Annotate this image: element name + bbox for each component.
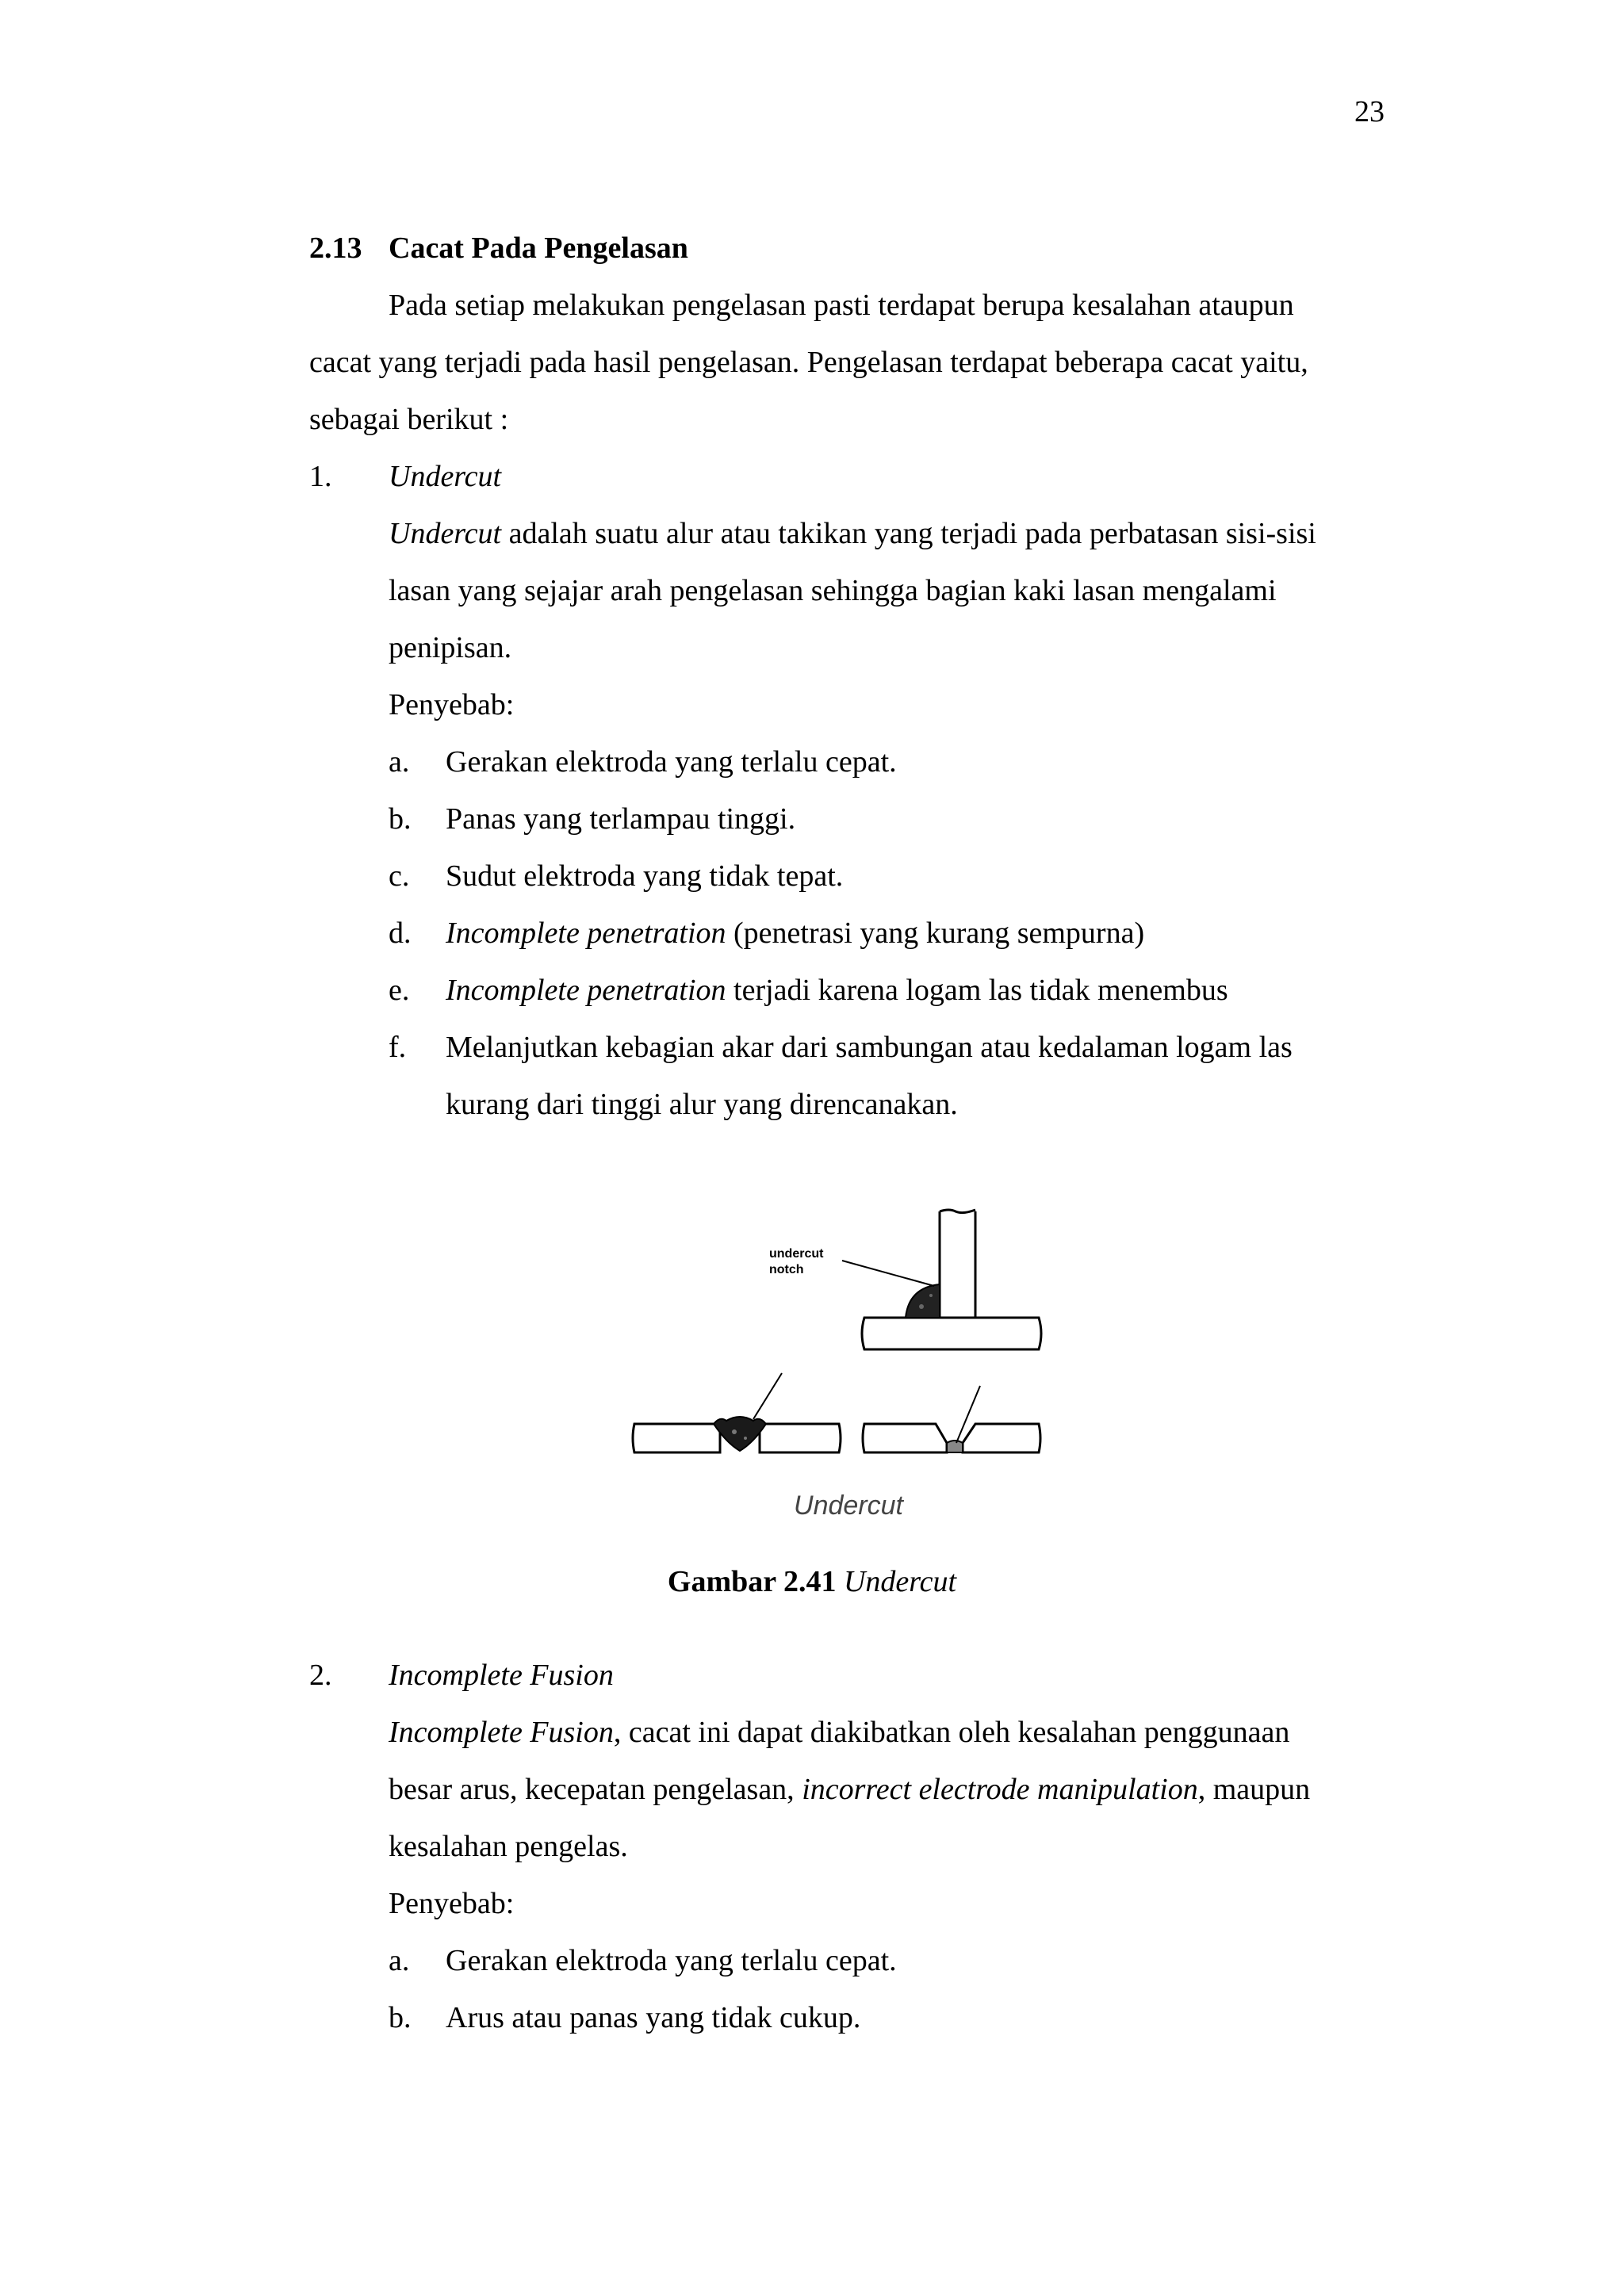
item-2-number: 2. [309, 1659, 332, 1692]
item-1-title [389, 458, 501, 495]
item-1-cause-label: Penyebab: [389, 688, 515, 721]
item-2-desc-text-1: , cacat ini dapat diakibatkan oleh kesalahan penggunaan [613, 1716, 1290, 1749]
section-number: 2.13 [309, 232, 362, 265]
cause-1b-marker: b. [389, 802, 412, 836]
cause-1c-text: Sudut elektroda yang tidak tepat. [446, 859, 844, 893]
item-1-desc-line-1 [389, 515, 1316, 552]
item-1-desc-text-1: adalah suatu alur atau takikan yang terjadi pada perbatasan sisi-sisi [501, 517, 1316, 550]
cause-2b-text: Arus atau panas yang tidak cukup. [446, 2001, 861, 2034]
cause-1f-marker: f. [389, 1031, 407, 1064]
item-2-title [389, 1657, 614, 1693]
label-undercut: undercut [769, 1247, 824, 1261]
cause-2a-marker: a. [389, 1944, 410, 1977]
item-2-desc-tail: , maupun [1197, 1773, 1311, 1806]
t-joint-illustration [769, 1210, 1041, 1349]
page-number: 23 [1354, 95, 1385, 128]
item-1-desc-line-2: lasan yang sejajar arah pengelasan sehingga bagian kaki lasan mengalami [389, 574, 1277, 607]
item-2-title-text: Incomplete Fusion [389, 1659, 614, 1692]
cause-1a-text: Gerakan elektroda yang terlalu cepat. [446, 745, 897, 779]
cause-1e-marker: e. [389, 974, 410, 1007]
item-1-number: 1. [309, 460, 332, 493]
cause-1d-text [446, 915, 1144, 951]
cause-1f-text-cont: kurang dari tinggi alur yang direncanakan. [446, 1088, 958, 1121]
cause-1c-marker: c. [389, 859, 410, 893]
cause-1e-rest: terjadi karena logam las tidak menembus [726, 974, 1228, 1007]
item-2-desc-line-3: kesalahan pengelas. [389, 1830, 628, 1863]
cause-1d-rest: (penetrasi yang kurang sempurna) [726, 916, 1145, 950]
cause-2a-text: Gerakan elektroda yang terlalu cepat. [446, 1944, 897, 1977]
item-2-cause-label: Penyebab: [389, 1887, 515, 1920]
intro-line-1: Pada setiap melakukan pengelasan pasti terdapat berupa kesalahan ataupun [389, 289, 1294, 322]
cause-1f-text: Melanjutkan kebagian akar dari sambungan atau kedalaman logam las [446, 1031, 1293, 1064]
item-1-desc-em: Undercut [389, 517, 502, 550]
item-1-title-text: Undercut [389, 460, 502, 493]
cause-1b-text: Panas yang terlampau tinggi. [446, 802, 796, 836]
item-2-desc-line-2 [389, 1771, 1310, 1808]
item-2-desc-em-2: incorrect electrode manipulation [802, 1773, 1198, 1806]
butt-weld-right [863, 1386, 1040, 1452]
label-notch: notch [769, 1263, 804, 1276]
undercut-diagram [626, 1205, 1071, 1538]
cause-2b-marker: b. [389, 2001, 412, 2034]
figure-caption [0, 1563, 1624, 1600]
item-2-desc-text-2: besar arus, kecepatan pengelasan, [389, 1773, 802, 1806]
cause-1a-marker: a. [389, 745, 410, 779]
intro-line-2: cacat yang terjadi pada hasil pengelasan. Pengelasan terdapat beberapa cacat yaitu, [309, 346, 1308, 379]
item-2-desc-line-1 [389, 1714, 1289, 1751]
item-2-desc-em: Incomplete Fusion [389, 1716, 614, 1749]
section-title: Cacat Pada Pengelasan [389, 232, 688, 265]
butt-weld-left [633, 1373, 841, 1452]
section-heading [309, 230, 688, 266]
item-1-desc-line-3: penipisan. [389, 631, 512, 664]
cause-1e-em: Incomplete penetration [446, 974, 726, 1007]
caption-label: Gambar 2.41 [667, 1565, 837, 1598]
figure-title: Undercut [794, 1490, 903, 1521]
cause-1e-text [446, 972, 1228, 1008]
undercut-figure [626, 1205, 1071, 1538]
caption-title: Undercut [843, 1565, 957, 1598]
intro-line-3: sebagai berikut : [309, 403, 509, 436]
cause-1d-marker: d. [389, 916, 412, 950]
cause-1d-em: Incomplete penetration [446, 916, 726, 950]
